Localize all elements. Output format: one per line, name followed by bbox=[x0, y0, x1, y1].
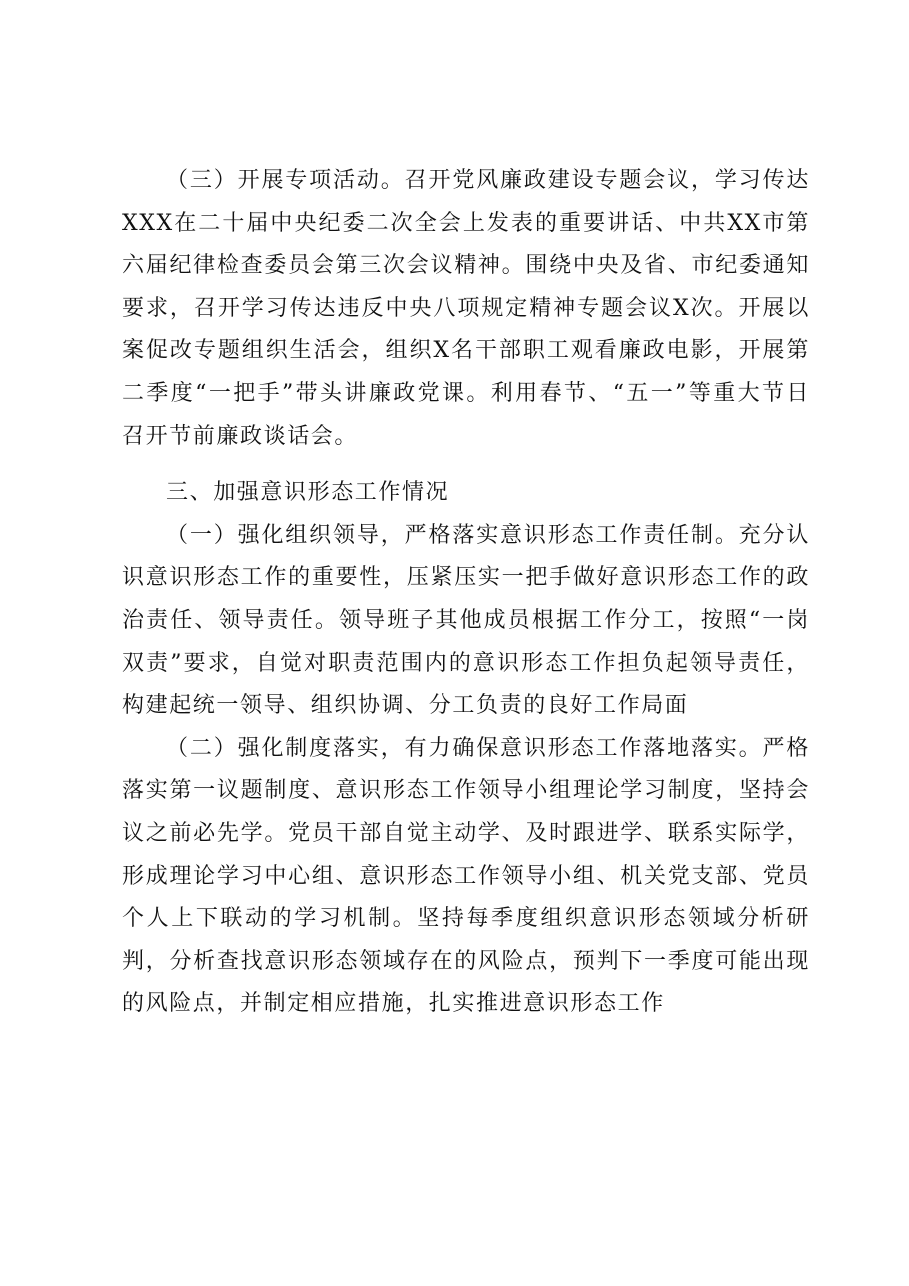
section-heading-ideology: 三、加强意识形态工作情况 bbox=[166, 480, 450, 506]
paragraph-special-activities: （三）开展专项活动。召开党风廉政建设专题会议，学习传达XXX在二十届中央纪委二次全会上发表的重要讲话、中共XX市第六届纪律检查委员会第三次会议精神。围绕中央及省、市纪委通知要求，召开学习传达违反中央八项规定精神专题会议X次。开展以案促改专题组织生活会，组织X名干部职工观看廉政电影，开展第二季度“一把手”带头讲廉政党课。利用春节、“五一”等重大节日召开节前廉政谈话会。 bbox=[122, 168, 810, 449]
document-body bbox=[122, 160, 810, 1026]
paragraph-system-implementation: （二）强化制度落实，有力确保意识形态工作落地落实。严格落实第一议题制度、意识形态工作领导小组理论学习制度，坚持会议之前必先学。党员干部自觉主动学、及时跟进学、联系实际学，形成理论学习中心组、意识形态工作领导小组、机关党支部、党员个人上下联动的学习机制。坚持每季度组织意识形态领域分析研判，分析查找意识形态领域存在的风险点，预判下一季度可能出现的风险点，并制定相应措施，扎实推进意识形态工作 bbox=[122, 735, 810, 1017]
paragraph-organizational-leadership: （一）强化组织领导，严格落实意识形态工作责任制。充分认识意识形态工作的重要性，压紧压实一把手做好意识形态工作的政治责任、领导责任。领导班子其他成员根据工作分工，按照“一岗双责”要求，自觉对职责范围内的意识形态工作担负起领导责任，构建起统一领导、组织协调、分工负责的良好工作局面 bbox=[122, 522, 810, 719]
paragraph-gap bbox=[122, 458, 810, 472]
